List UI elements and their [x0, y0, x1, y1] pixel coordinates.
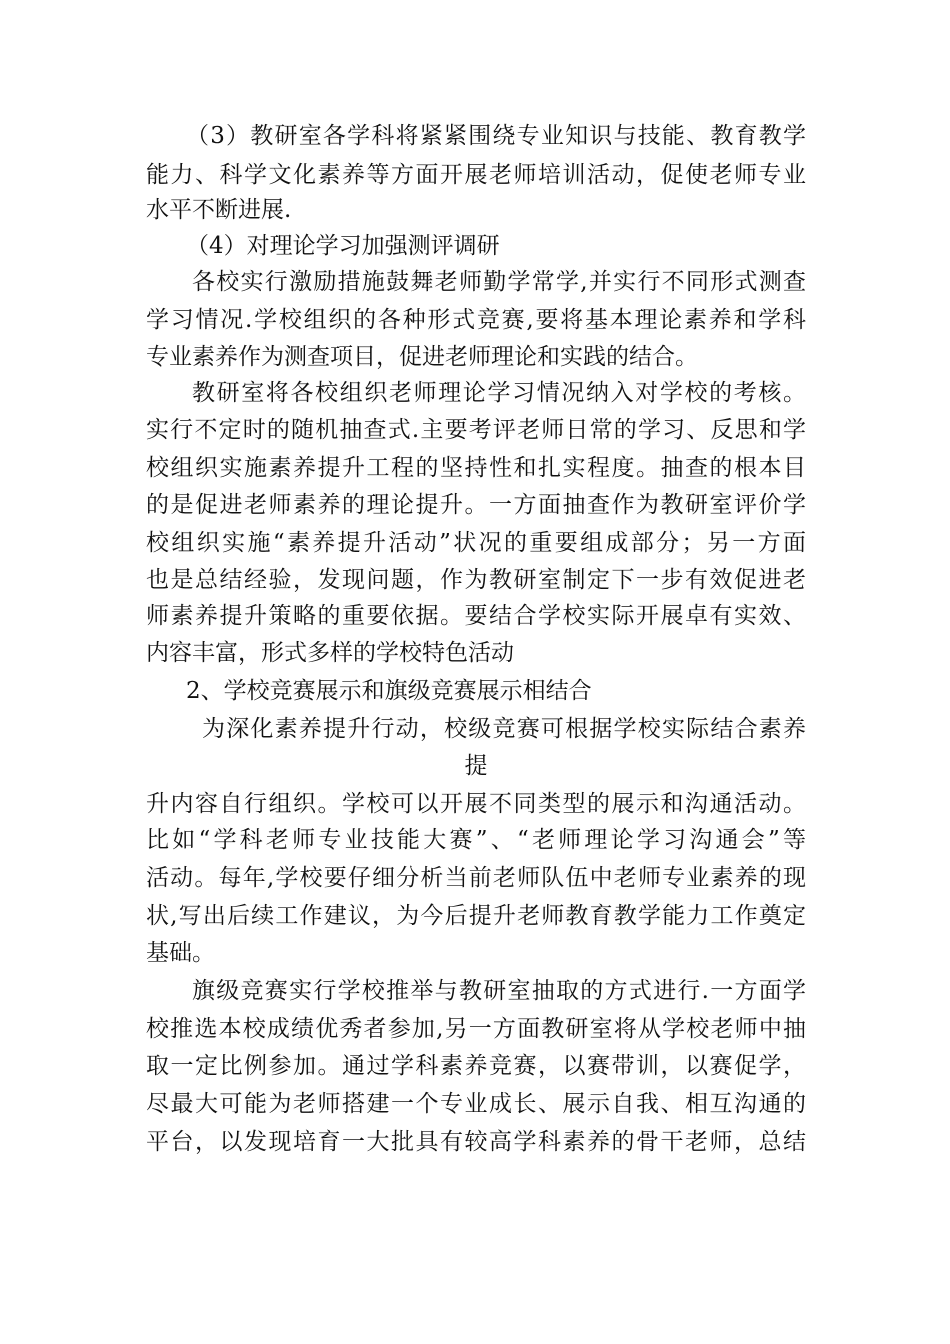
paragraph-line: 状,写出后续工作建议，为今后提升老师教育教学能力工作奠定: [146, 903, 806, 929]
paragraph-line: 基础。: [146, 940, 215, 966]
paragraph-line: 教研室将各校组织老师理论学习情况纳入对学校的考核。: [192, 380, 806, 406]
paragraph-line: 旗级竞赛实行学校推举与教研室抽取的方式进行.一方面学: [192, 978, 806, 1004]
paragraph-line: 校推选本校成绩优秀者参加,另一方面教研室将从学校老师中抽: [146, 1016, 806, 1042]
paragraph-line: 比如“学科老师专业技能大赛”、“老师理论学习沟通会”等: [146, 827, 806, 853]
paragraph-line: 取一定比例参加。通过学科素养竞赛，以赛带训，以赛促学，: [146, 1053, 806, 1079]
paragraph-line: 实行不定时的随机抽查式.主要考评老师日常的学习、反思和学: [146, 417, 806, 443]
paragraph-line: （3）教研室各学科将紧紧围绕专业知识与技能、教育教学: [186, 123, 806, 149]
paragraph-line: 学习情况.学校组织的各种形式竞赛,要将基本理论素养和学科: [146, 307, 806, 333]
paragraph-line: 专业素养作为测查项目，促进老师理论和实践的结合。: [146, 344, 698, 370]
section-heading: （4）对理论学习加强测评调研: [186, 233, 500, 259]
paragraph-line: 水平不断进展.: [146, 197, 292, 223]
paragraph-line: 校组织实施素养提升工程的坚持性和扎实程度。抽查的根本目: [146, 455, 806, 481]
paragraph-line: 能力、科学文化素养等方面开展老师培训活动，促使老师专业: [146, 162, 806, 188]
paragraph-line: 校组织实施“素养提升活动”状况的重要组成部分；另一方面: [146, 530, 806, 556]
paragraph-line: 师素养提升策略的重要依据。要结合学校实际开展卓有实效、: [146, 603, 806, 629]
paragraph-line: 的是促进老师素养的理论提升。一方面抽查作为教研室评价学: [146, 492, 806, 518]
paragraph-line: 平台，以发现培育一大批具有较高学科素养的骨干老师，总结: [146, 1129, 806, 1155]
paragraph-line: 尽最大可能为老师搭建一个专业成长、展示自我、相互沟通的: [146, 1091, 806, 1117]
paragraph-line: 提: [464, 753, 488, 779]
paragraph-line: 活动。每年,学校要仔细分析当前老师队伍中老师专业素养的现: [146, 865, 806, 891]
paragraph-line: 为深化素养提升行动，校级竞赛可根据学校实际结合素养: [202, 716, 806, 742]
paragraph-line: 升内容自行组织。学校可以开展不同类型的展示和沟通活动。: [146, 791, 806, 817]
paragraph-line: 各校实行激励措施鼓舞老师勤学常学,并实行不同形式测查: [192, 269, 806, 295]
paragraph-line: 也是总结经验，发现问题，作为教研室制定下一步有效促进老: [146, 567, 806, 593]
section-heading: 2、学校竞赛展示和旗级竞赛展示相结合: [186, 678, 592, 704]
paragraph-line: 内容丰富，形式多样的学校特色活动: [146, 640, 514, 666]
